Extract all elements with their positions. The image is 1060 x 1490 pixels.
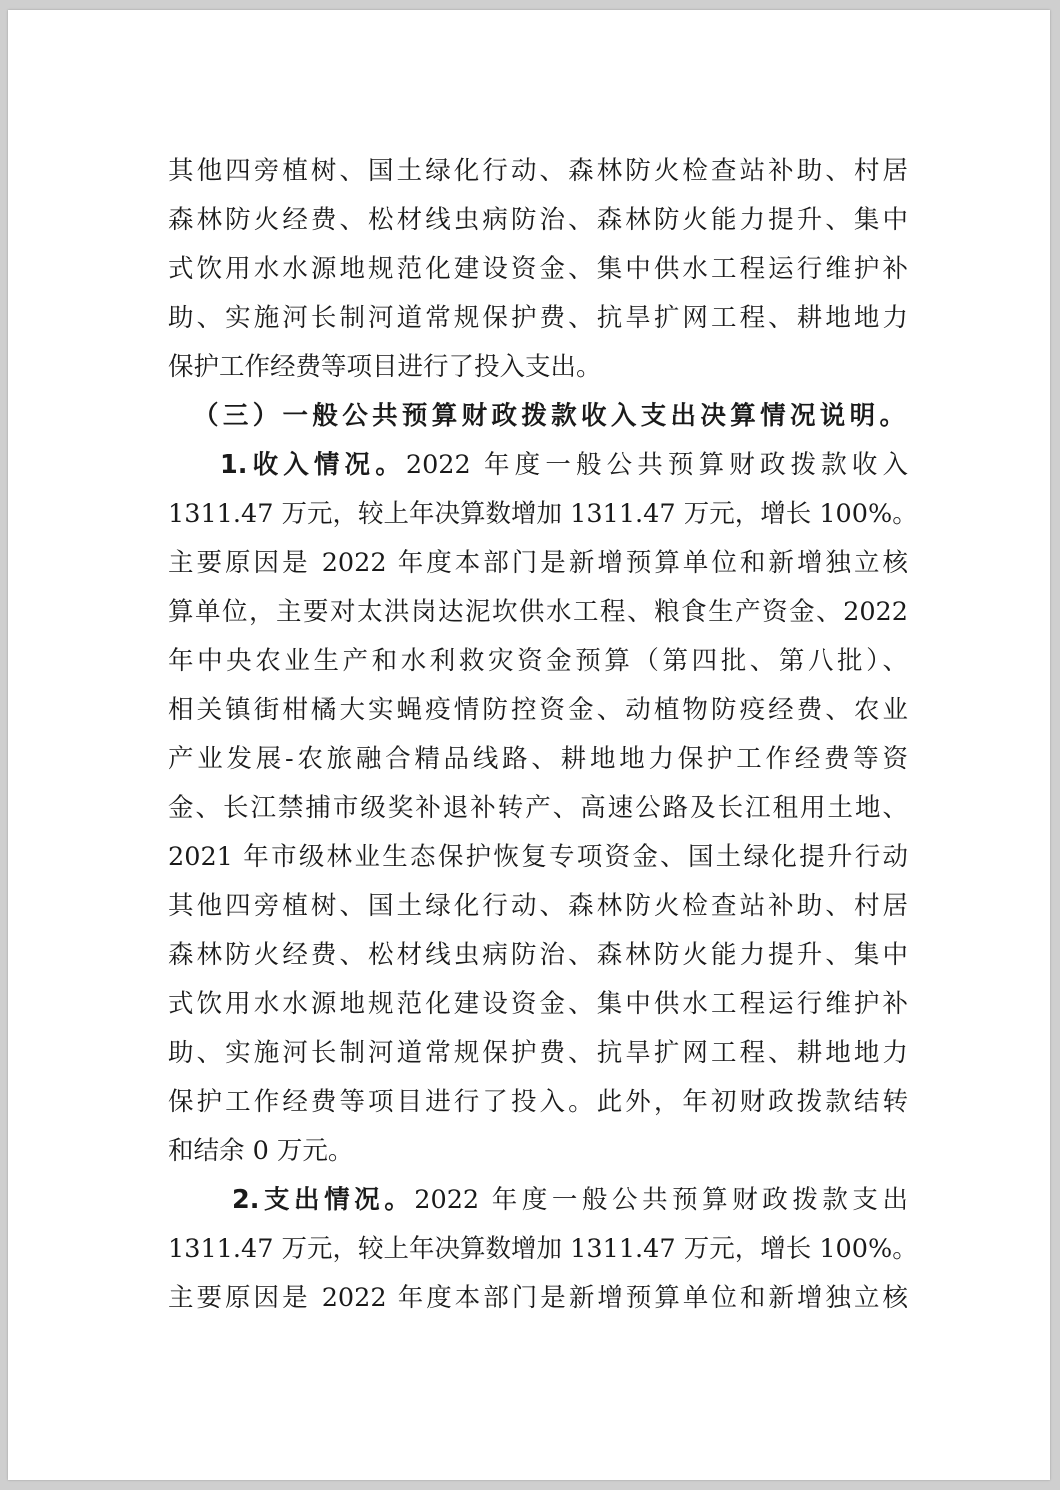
paragraph-line: 1311.47 万元，较上年决算数增加 1311.47 万元，增长 100%。: [168, 499, 918, 529]
paragraph-line: 相关镇街柑橘大实蝇疫情防控资金、动植物防疫经费、农业: [168, 695, 908, 725]
paragraph-line: 金、长江禁捕市级奖补退补转产、高速公路及长江租用土地、: [168, 793, 908, 823]
paragraph-line: 森林防火经费、松材线虫病防治、森林防火能力提升、集中: [168, 205, 908, 235]
expense-first-line-text: 2022 年度一般公共预算财政拨款支出: [414, 1185, 908, 1215]
paragraph-line: 2021 年市级林业生态保护恢复专项资金、国土绿化提升行动: [168, 842, 908, 872]
paragraph-line: 主要原因是 2022 年度本部门是新增预算单位和新增独立核: [168, 1283, 908, 1313]
paragraph-line: 森林防火经费、松材线虫病防治、森林防火能力提升、集中: [168, 940, 908, 970]
expense-label: 2.支出情况。: [232, 1185, 415, 1215]
paragraph-line: 主要原因是 2022 年度本部门是新增预算单位和新增独立核: [168, 548, 908, 578]
expense-first-line: [232, 1176, 908, 1224]
paragraph-line: 年中央农业生产和水利救灾资金预算（第四批、第八批）、: [168, 646, 908, 676]
paragraph-line: 助、实施河长制河道常规保护费、抗旱扩网工程、耕地地力: [168, 1038, 908, 1068]
document-page: [8, 10, 1050, 1480]
paragraph-line: 和结余 0 万元。: [168, 1136, 354, 1166]
section-heading: （三）一般公共预算财政拨款收入支出决算情况说明。: [193, 401, 905, 431]
paragraph-line: 保护工作经费等项目进行了投入。此外，年初财政拨款结转: [168, 1087, 908, 1117]
paragraph-line: 式饮用水水源地规范化建设资金、集中供水工程运行维护补: [168, 989, 908, 1019]
paragraph-line: 保护工作经费等项目进行了投入支出。: [168, 352, 602, 382]
paragraph-line: 算单位，主要对太洪岗达泥坎供水工程、粮食生产资金、2022: [168, 597, 908, 627]
paragraph-line: 1311.47 万元，较上年决算数增加 1311.47 万元，增长 100%。: [168, 1234, 918, 1264]
paragraph-line: 助、实施河长制河道常规保护费、抗旱扩网工程、耕地地力: [168, 303, 908, 333]
paragraph-line: 其他四旁植树、国土绿化行动、森林防火检查站补助、村居: [168, 891, 908, 921]
income-label: 1.收入情况。: [220, 450, 406, 480]
paragraph-line: 其他四旁植树、国土绿化行动、森林防火检查站补助、村居: [168, 156, 908, 186]
paragraph-line: 式饮用水水源地规范化建设资金、集中供水工程运行维护补: [168, 254, 908, 284]
income-first-line: [220, 441, 908, 489]
paragraph-line: 产业发展-农旅融合精品线路、耕地地力保护工作经费等资: [168, 744, 908, 774]
income-first-line-text: 2022 年度一般公共预算财政拨款收入: [405, 450, 908, 480]
